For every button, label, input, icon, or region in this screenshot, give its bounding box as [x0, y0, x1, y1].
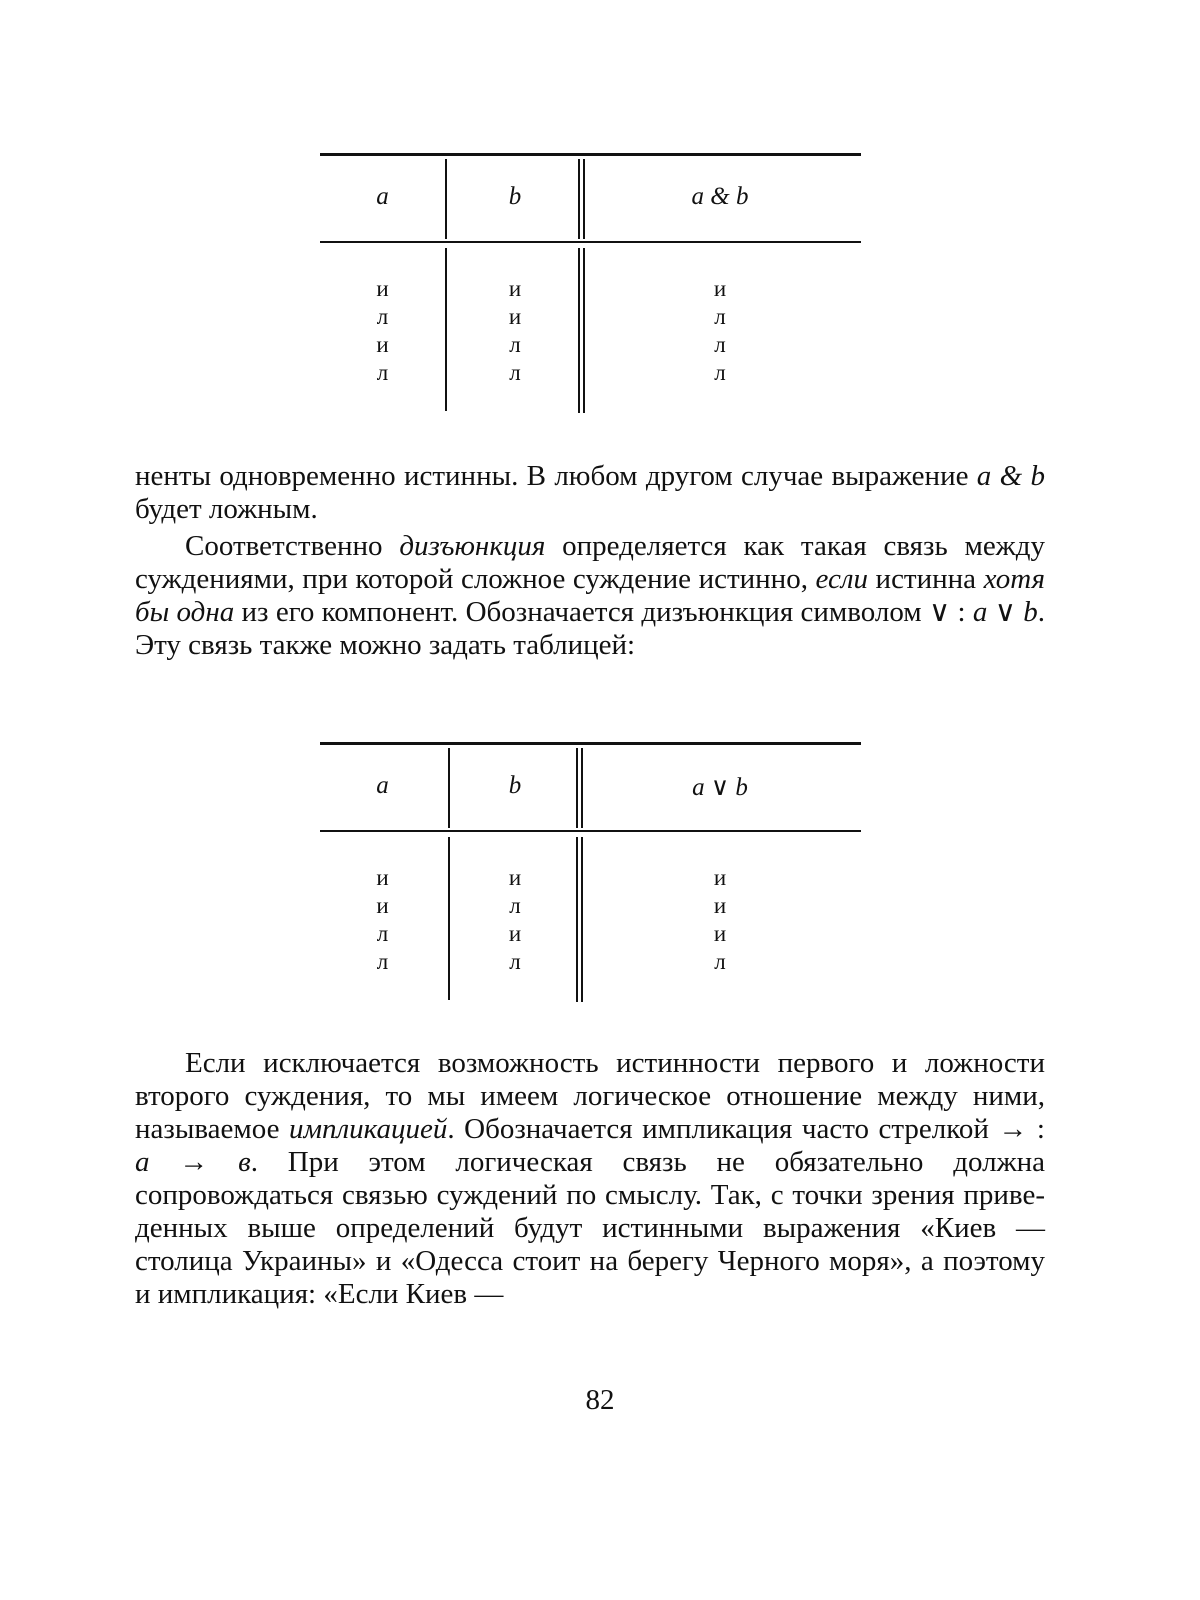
column-divider	[448, 837, 450, 1000]
text-run: Если исключается возможность истинности первого и ложности второго суждения, то мы имеем логическое отношение между ними, называемое	[135, 1047, 1045, 1145]
emphasis-at-least-one: хотя бы одна	[135, 563, 1046, 628]
table-cell: л	[509, 332, 521, 357]
header-result: a ∨ b	[692, 774, 748, 801]
emphasis-if: если	[815, 563, 869, 595]
table-top-rule	[320, 742, 861, 745]
column-divider-double	[576, 837, 578, 1002]
table-cell: и	[508, 304, 522, 329]
paragraph-implication	[135, 1047, 1045, 1311]
column-result-values	[620, 864, 820, 976]
formula-conjunction: a & b	[976, 460, 1045, 492]
table-cell: и	[508, 865, 522, 890]
text-run: истинна	[868, 563, 984, 595]
header-a: a	[376, 183, 389, 210]
table-cell: и	[376, 865, 389, 890]
column-divider	[448, 748, 450, 828]
table-cell: л	[509, 949, 521, 974]
conjunction-truth-table	[320, 153, 861, 415]
header-a: a	[376, 772, 389, 799]
text-run: из его компонент. Обозначается дизъюнкция символом ∨ :	[234, 596, 973, 628]
text-run: . Эту связь также можно задать таблицей:	[135, 596, 1045, 661]
text-run: будет ложным.	[135, 493, 318, 525]
column-b-values	[470, 864, 560, 976]
page-number: 82	[585, 1384, 615, 1416]
table-cell: и	[713, 893, 727, 918]
column-divider-double	[581, 748, 583, 828]
column-b-values	[470, 275, 560, 387]
table-header-rule	[320, 241, 861, 243]
paragraph-continuation	[135, 460, 1045, 526]
table-cell: и	[376, 276, 389, 301]
table-cell: и	[376, 332, 389, 357]
header-b: b	[508, 183, 522, 210]
column-divider-double	[581, 837, 583, 1002]
table-cell: л	[376, 304, 389, 329]
table-cell: и	[713, 921, 727, 946]
table-cell: л	[376, 921, 389, 946]
column-divider	[445, 248, 447, 411]
table-cell: и	[508, 276, 522, 301]
column-divider-double	[578, 159, 580, 239]
table-cell: и	[508, 921, 522, 946]
text-run: ненты одновременно истинны. В любом другом случае выражение	[135, 460, 977, 492]
table-cell: и	[376, 893, 389, 918]
text-run: Соответственно	[185, 530, 400, 562]
table-cell: л	[376, 949, 389, 974]
column-divider-double	[576, 748, 578, 828]
formula-disjunction: a ∨ b	[972, 596, 1038, 628]
text-run: определяется как такая связь между суждениями, при которой сложное суждение истинно,	[135, 530, 1045, 595]
text-run: . При этом логическая связь не обязательно должна сопровождаться связью суждений по смыслу. Так, с точки зрения приведенных выше определений будут истинными выражения «Киев — столица Украины» и «Одесса стоит на берегу Черного моря», а поэтому и импликация: «Если Киев —	[135, 1146, 1046, 1310]
column-divider-double	[583, 159, 585, 239]
column-a-values	[340, 864, 425, 976]
table-cell: л	[714, 304, 726, 329]
column-result-values	[620, 275, 820, 387]
table-cell: л	[376, 360, 389, 385]
formula-implication: a → в	[135, 1146, 251, 1178]
table-cell: л	[714, 332, 726, 357]
table-cell: л	[714, 949, 726, 974]
column-divider-double	[583, 248, 585, 413]
header-b: b	[508, 772, 522, 799]
disjunction-truth-table	[320, 742, 861, 1004]
table-top-rule	[320, 153, 861, 156]
column-divider-double	[578, 248, 580, 413]
term-implication: импликацией	[288, 1113, 448, 1145]
table-header-rule	[320, 830, 861, 832]
column-divider	[445, 159, 447, 239]
table-cell: и	[713, 276, 727, 301]
header-result: a & b	[691, 183, 749, 210]
column-a-values	[340, 275, 425, 387]
table-cell: л	[714, 360, 726, 385]
table-cell: и	[713, 865, 727, 890]
table-cell: л	[509, 893, 521, 918]
term-disjunction: дизъюнкция	[399, 530, 546, 562]
table-cell: л	[509, 360, 521, 385]
paragraph-disjunction-definition	[135, 530, 1045, 662]
text-run: . Обозначается импликация часто стрелкой → :	[447, 1113, 1045, 1145]
